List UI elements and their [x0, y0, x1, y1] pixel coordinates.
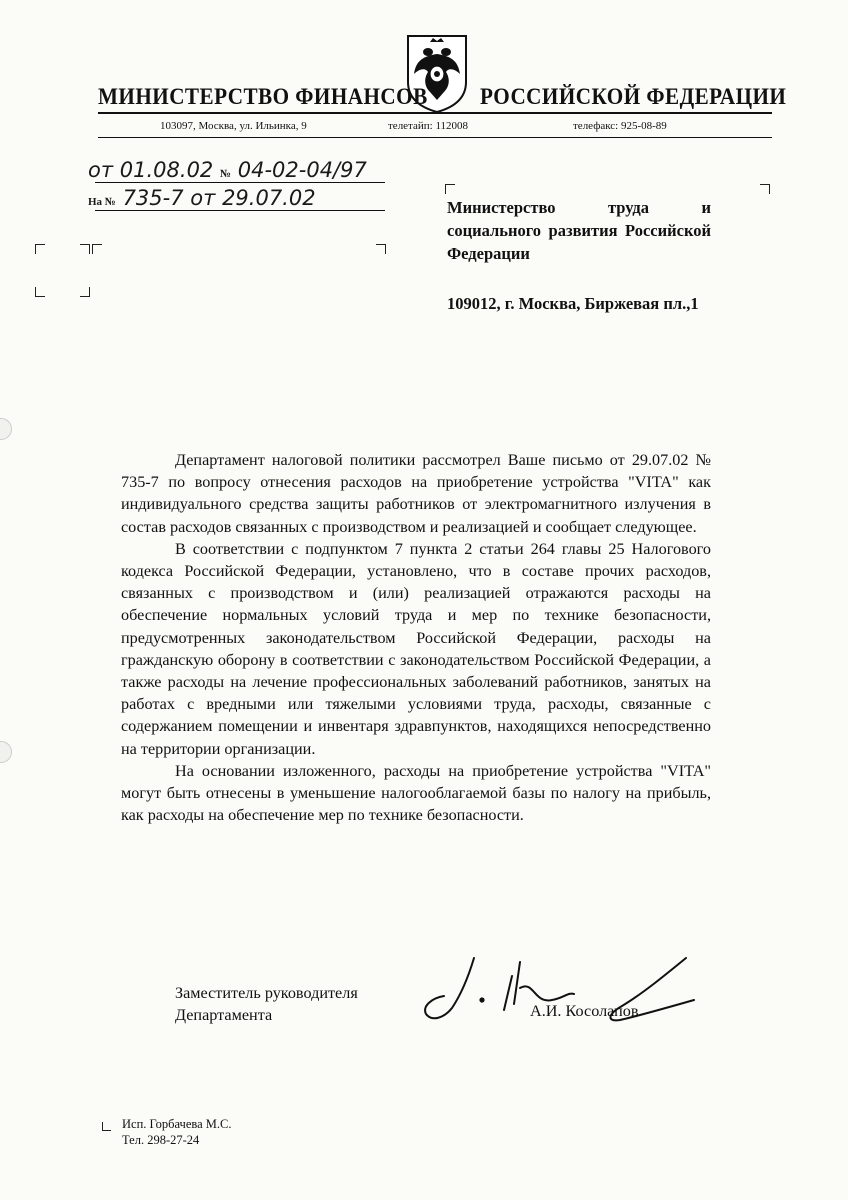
field-corner-mark	[80, 287, 90, 297]
signer-name: А.И. Косолапов	[530, 1002, 639, 1020]
outgoing-date: 01.08.02	[119, 158, 214, 182]
recipient-address: 109012, г. Москва, Биржевая пл.,1	[447, 294, 699, 313]
reply-prefix: На №	[88, 196, 116, 208]
field-corner-mark	[35, 244, 45, 254]
punch-hole-bottom	[0, 741, 12, 763]
body-paragraph: Департамент налоговой политики рассмотрел Ваше письмо от 29.07.02 № 735-7 по вопросу отнесения расходов на приобретение устройства "VITA" как индивидуального средства защиты работников от электромагнитного излучения в состав расходов связанных с производством и реализацией и сообщает следующее.	[121, 451, 711, 536]
signer-title-line: Департамента	[175, 1006, 273, 1024]
field-corner-mark	[376, 244, 386, 254]
ministry-name-right: РОССИЙСКОЙ ФЕДЕРАЦИИ	[480, 84, 787, 109]
recipient-name: Министерство труда и социального развития Российской Федерации	[447, 198, 711, 263]
field-corner-mark	[760, 184, 770, 194]
outgoing-reference	[88, 158, 367, 182]
signer-title-line: Заместитель руководителя	[175, 984, 358, 1002]
field-corner-mark	[102, 1122, 111, 1131]
letterhead-divider	[98, 112, 772, 114]
body-paragraph: В соответствии с подпунктом 7 пункта 2 статьи 264 главы 25 Налогового кодекса Российской Федерации, установлено, что в составе прочих расходов, связанных с производством и (или) реализацией отражаются расходы на обеспечение нормальных условий труда и мер по технике безопасности, предусмотренных законодательством Российской Федерации, расходы на гражданскую оборону в соответствии с законодательством Российской Федерации, а также расходы на лечение профессиональных заболеваний работников, занятых на работах с вредными или тяжелыми условиями труда, расходы, связанные с содержанием помещении и инвентаря здравпунктов, находящихся непосредственно на территории организации.	[121, 539, 711, 758]
body-paragraph: На основании изложенного, расходы на приобретение устройства "VITA" могут быть отнесены в уменьшение налогооблагаемой базы по налогу на прибыль, как расходы на обеспечение мер по технике безопасности.	[121, 761, 711, 825]
from-prefix: от	[88, 158, 114, 182]
ministry-fax: телефакс: 925-08-89	[573, 120, 667, 132]
ministry-teletype: телетайп: 112008	[388, 120, 469, 132]
field-corner-mark	[92, 244, 102, 254]
ministry-name-left: МИНИСТЕРСТВО ФИНАНСОВ	[98, 84, 428, 109]
executor-phone: Тел. 298-27-24	[122, 1133, 200, 1147]
letter-body	[121, 449, 711, 826]
signer-title	[175, 982, 358, 1026]
reply-number: 735-7	[122, 186, 184, 210]
field-corner-mark	[35, 287, 45, 297]
executor-info	[122, 1116, 232, 1148]
letterhead-bottom-divider	[98, 137, 772, 138]
reply-date: 29.07.02	[222, 186, 316, 210]
incoming-reference	[88, 186, 316, 210]
reply-date-prefix: от	[190, 186, 216, 210]
punch-hole-top	[0, 418, 12, 440]
reference-underline	[95, 182, 385, 183]
outgoing-number: 04-02-04/97	[237, 158, 367, 182]
field-corner-mark	[80, 244, 90, 254]
executor-name: Исп. Горбачева М.С.	[122, 1117, 232, 1131]
ministry-address: 103097, Москва, ул. Ильинка, 9	[160, 120, 307, 132]
number-prefix: №	[219, 168, 232, 180]
reference-underline	[95, 210, 385, 211]
field-corner-mark	[445, 184, 455, 194]
